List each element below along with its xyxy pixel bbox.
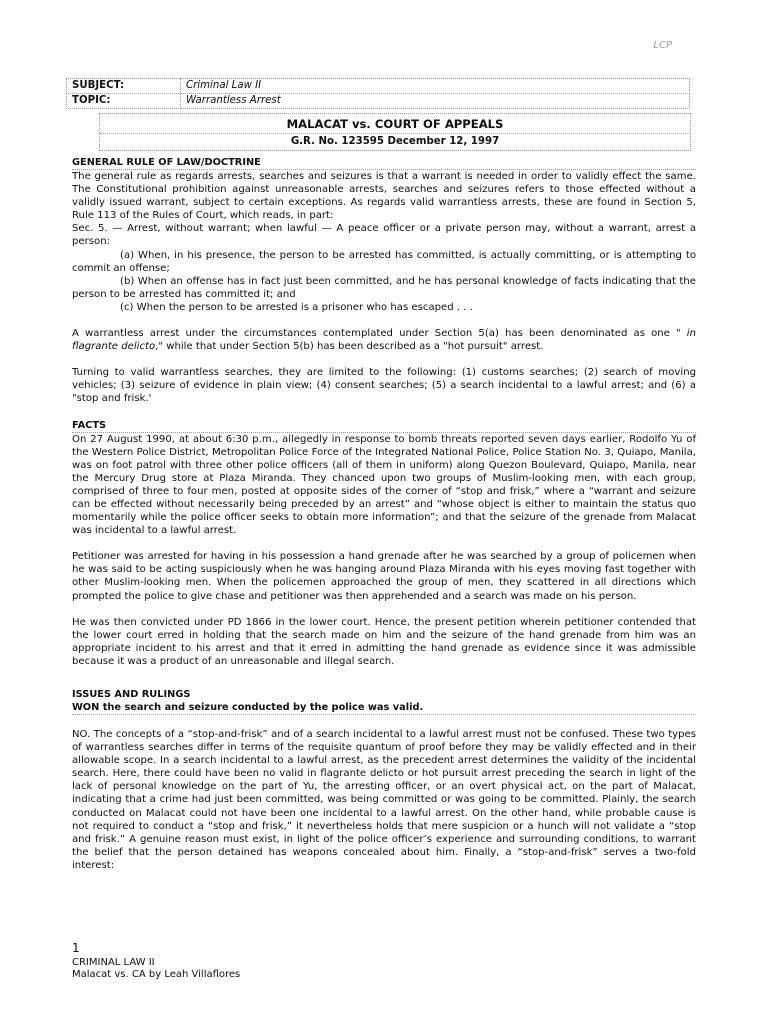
header-initials: LCP [653,40,672,51]
subject-value: Criminal Law II [181,79,690,94]
topic-value: Warrantless Arrest [181,94,690,109]
topic-label: TOPIC: [67,94,181,109]
doctrine-heading: GENERAL RULE OF LAW/DOCTRINE [72,156,696,170]
topic-row [67,94,690,109]
page-number: 1 [72,941,80,955]
subject-row [67,79,690,94]
footer-line-1: CRIMINAL LAW II [72,956,155,968]
section-5-a: (a) When, in his presence, the person to be arrested has committed, is actually committing, or is attempting to commit an offense; [72,249,696,274]
doctrine-paragraph: The general rule as regards arrests, searches and seizures is that a warrant is needed in order to validly effect the same. The Constitutional prohibition against unreasonable arrests, searches and seizures refers to those effected without a validly issued warrant, subject to certain exceptions. As regards valid warrantless arrests, these are found in Section 5, Rule 113 of the Rules of Court, which reads, in part: [72,171,696,222]
document-body [72,156,696,872]
issues-heading: ISSUES AND RULINGS [72,689,191,700]
warrantless-searches-paragraph: Turning to valid warrantless searches, they are limited to the following: (1) customs searches; (2) search of moving vehicles; (3) seizure of evidence in plain view; (4) consent searches; (5) a search incidental to a lawful arrest; and (6) a "stop and frisk.' [72,367,696,405]
flagrante-text-pre: A warrantless arrest under the circumstances contemplated under Section 5(a) has been denominated as one " [72,328,687,340]
facts-paragraph-1: On 27 August 1990, at about 6:30 p.m., allegedly in response to bomb threats reported seven days earlier, Rodolfo Yu of the Western Police District, Metropolitan Police Force of the Integrated National Police, Police Station No. 3, Quiapo, Manila, was on foot patrol with three other police officers (all of them in uniform) along Quezon Boulevard, Quiapo, Manila, near the Mercury Drug store at Plaza Miranda. They chanced upon two groups of Muslim-looking men, with each group, comprised of three to four men, posted at opposite sides of the corner of “stop and frisk,” where a “warrant and seizure can be effected without necessarily being preceded by an arrest” and “whose object is either to maintain the status quo momentarily while the police officer seeks to obtain more information”; and that the seizure of the grenade from Malacat was incidental to a lawful arrest. [72,433,696,537]
subject-topic-table [66,78,690,109]
case-title-box [99,113,691,151]
section-5-c: (c) When the person to be arrested is a prisoner who has escaped . . . [120,301,473,313]
flagrante-paragraph [72,327,696,353]
flagrante-term: in flagrante delicto [72,328,696,353]
issue-question: WON the search and seizure conducted by the police was valid. [72,701,696,715]
section-5-text: Sec. 5. — Arrest, without warrant; when lawful — A peace officer or a private person may, without a warrant, arrest a person: [72,223,696,248]
ruling-paragraph: NO. The concepts of a “stop-and-frisk” and of a search incidental to a lawful arrest must not be confused. These two types of warrantless searches differ in terms of the requisite quantum of proof before they may be validly effected and in their allowable scope. In a search incidental to a lawful arrest, as the precedent arrest determines the validity of the incidental search. Here, there could have been no valid in flagrante delicto or hot pursuit arrest preceding the search in light of the lack of personal knowledge on the part of Yu, the arresting officer, or an overt physical act, on the part of Malacat, indicating that a crime had just been committed, was being committed or was going to be committed. Plainly, the search conducted on Malacat could not have been one incidental to a lawful arrest. On the other hand, while probable cause is not required to conduct a “stop and frisk,” it nevertheless holds that mere suspicion or a hunch will not validate a “stop and frisk.” A genuine reason must exist, in light of the police officer’s experience and surrounding conditions, to warrant the belief that the person detained has weapons concealed about him. Finally, a “stop-and-frisk” serves a two-fold interest: [72,729,696,871]
case-gr-number: G.R. No. 123595 December 12, 1997 [290,136,500,147]
flagrante-text-post: ," while that under Section 5(b) has been described as a "hot pursuit" arrest. [155,341,544,353]
case-title: MALACAT vs. COURT OF APPEALS [100,114,690,134]
facts-paragraph-2: Petitioner was arrested for having in his possession a hand grenade after he was searched by a group of policemen when he was said to be acting suspiciously when he was hanging around Plaza Miranda with his eyes moving fast together with other Muslim-looking men. When the policemen approached the group of men, they scattered in all directions which prompted the police to give chase and petitioner was then apprehended and a search was made on his person. [72,551,696,602]
facts-paragraph-3: He was then convicted under PD 1866 in the lower court. Hence, the present petition wherein petitioner contended that the lower court erred in holding that the search made on him and the seizure of the hand grenade from him was an appropriate incident to his arrest and that it erred in admitting the hand grenade as evidence since it was admissible because it was a product of an unreasonable and illegal search. [72,616,696,667]
facts-heading: FACTS [72,419,696,433]
subject-label: SUBJECT: [67,79,181,94]
section-5-b: (b) When an offense has in fact just been committed, and he has personal knowledge of facts indicating that the person to be arrested has committed it; and [72,275,696,300]
footer-line-2: Malacat vs. CA by Leah Villaflores [72,969,241,980]
page-footer [72,942,240,982]
